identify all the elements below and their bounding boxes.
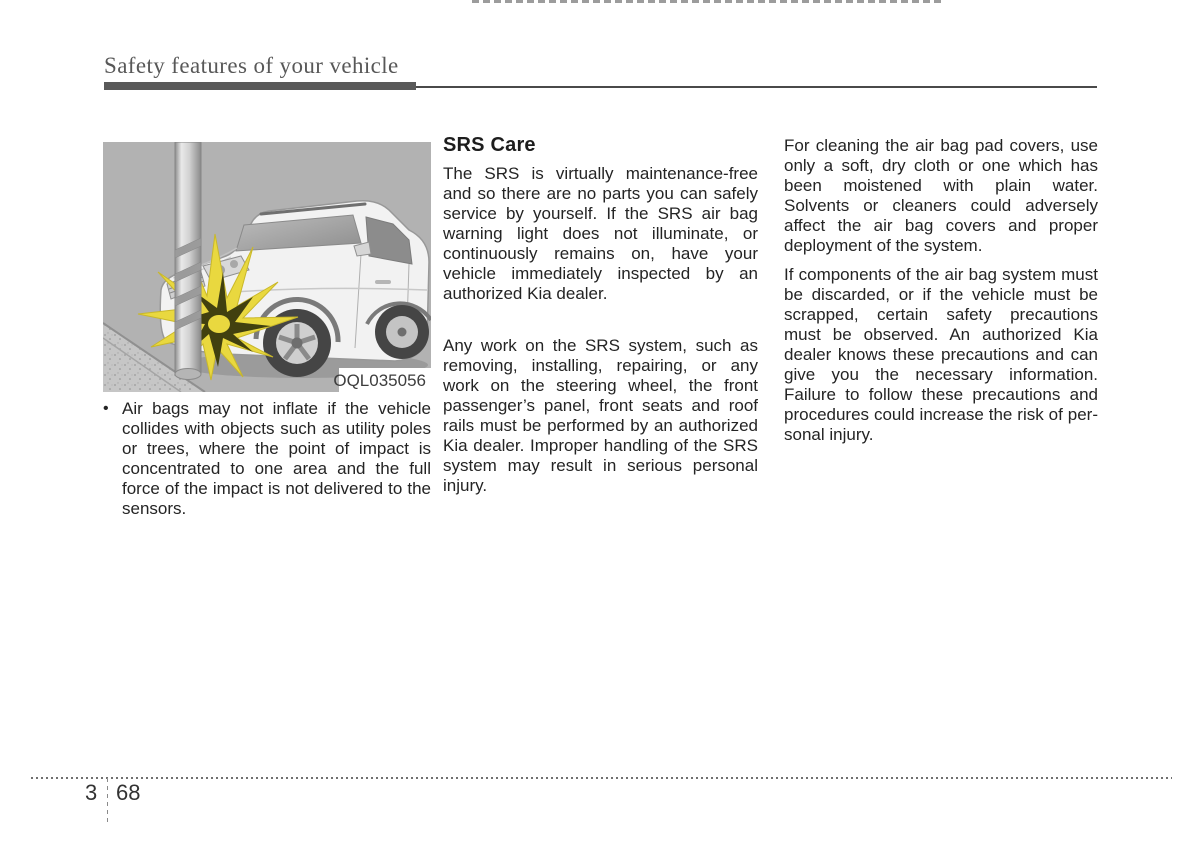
cleaning-paragraph: For cleaning the air bag pad covers, use only a soft, dry cloth or one which has been moistened with plain water. Solvents or cleaners could adversely affect the air bag covers and proper deployment of the system. (784, 136, 1098, 255)
collision-figure-svg (103, 142, 431, 392)
middle-column (443, 135, 758, 496)
page-top-divider (472, 0, 943, 3)
utility-pole (175, 142, 201, 380)
srs-care-paragraph-2: Any work on the SRS system, such as removing, installing, repairing, or any work on the steering wheel, the front passenger’s panel, front seats and roof rails must be performed by an authorized Kia dealer. Improper handling of the SRS system may result in serious personal injury. (443, 336, 758, 495)
srs-care-paragraph-1: The SRS is virtually maintenance-free and so there are no parts you can safely service by yourself. If the SRS air bag warning light does not illuminate, or continuously remains on, have your vehicle immediately inspected by an authorized Kia dealer. (443, 164, 758, 303)
figure-code (333, 368, 431, 392)
disposal-paragraph: If components of the air bag system must be discarded, or if the vehicle must be scrapped, certain safety precautions must be observed. An authorized Kia dealer knows these precautions and can give you the necessary information. Failure to follow these precautions and procedures could increase the risk of personal injury. (784, 265, 1098, 444)
airbag-note-text: Air bags may not inflate if the vehicle collides with objects such as utility poles or trees, where the point of impact is concentrated to one area and the full force of the impact is not delivered to the sensors. (122, 399, 431, 518)
page-number: 68 (116, 780, 141, 805)
left-column (103, 142, 431, 519)
right-column (784, 136, 1098, 445)
header-underline-bar (104, 82, 416, 90)
bullet-marker: • (103, 400, 109, 417)
figure-code-label: OQL035056 (333, 371, 426, 390)
chapter-number: 3 (85, 780, 98, 805)
airbag-note-bullet (103, 399, 431, 519)
page-title: Safety features of your vehicle (104, 53, 399, 78)
srs-care-heading: SRS Care (443, 134, 536, 156)
vehicle-collision-illustration (103, 142, 431, 392)
page-footer-divider (31, 777, 1172, 779)
header-rule (416, 86, 1097, 88)
page-number-divider (107, 778, 108, 825)
